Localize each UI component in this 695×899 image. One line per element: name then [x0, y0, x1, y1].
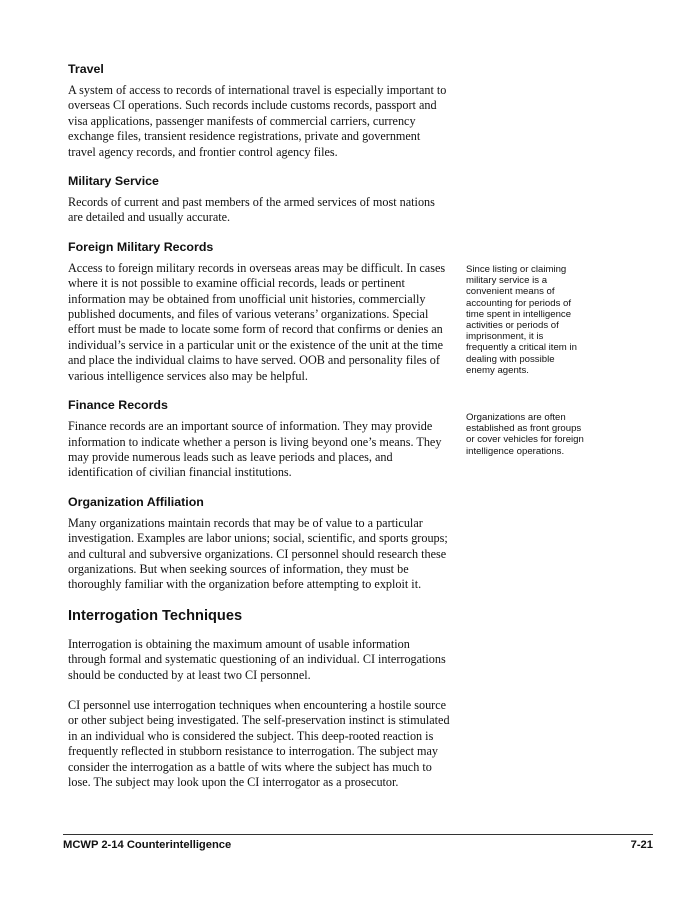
section-foreign-military-records	[68, 240, 450, 384]
chapter-heading: Interrogation Techniques	[68, 607, 243, 624]
section-heading: Military Service	[68, 174, 159, 189]
section-body: A system of access to records of international travel is especially important to overseas CI operations. Such records include customs records, passport and visa applications, passenger manifests of commercial carriers, currency exchange files, transient residence registrations, private and government travel agency records, and frontier control agency files.	[68, 83, 447, 159]
section-travel	[68, 62, 450, 160]
main-column	[68, 62, 450, 804]
interrogation-paragraph-2: CI personnel use interrogation techniques when encountering a hostile source or other subject being investigated. The self-preservation instinct is stimulated in an individual who is considered the subject. This deep-rooted reaction is frequently reflected in stubborn resistance to interrogation. The subject may consider the interrogation as a battle of wits where the subject has much to lose. The subject may look upon the CI interrogator as a prosecutor.	[68, 697, 450, 789]
section-body: Finance records are an important source of information. They may provide information to indicate whether a person is living beyond one’s means. They may provide numerous leads such as leave periods and places, and identification of civilian financial institutions.	[68, 419, 442, 480]
section-military-service	[68, 174, 450, 226]
footer-page-number: 7-21	[630, 839, 653, 851]
section-body: Access to foreign military records in overseas areas may be difficult. In cases where it is not possible to examine official records, leads or pertinent information may be obtained from unofficial unit histories, commercially published documents, and files of various veterans’ organizations. Special effort must be made to locate some form of record that confirms or denies an individual’s service in a particular unit or the existence of the unit at the time and place the individual claims to have served. OOB and personality files of various intelligence services also may be helpful.	[68, 260, 446, 383]
section-interrogation-techniques	[68, 607, 450, 791]
sidebar-note-military-service: Since listing or claiming military service is a convenient means of accounting for periods of time spent in intelligence activities or periods of imprisonment, it is frequently a critical item in dealing with possible enemy agents.	[466, 264, 577, 376]
footer-title: MCWP 2-14 Counterintelligence	[63, 839, 232, 851]
sidebar-note-organizations: Organizations are often established as front groups or cover vehicles for foreign intelligence operations.	[466, 412, 584, 457]
section-heading: Foreign Military Records	[68, 239, 214, 254]
footer-divider	[63, 834, 653, 835]
section-heading: Organization Affiliation	[68, 494, 204, 509]
interrogation-paragraph-1: Interrogation is obtaining the maximum amount of usable information through formal and systematic questioning of an individual. CI interrogations should be conducted by at least two CI personnel.	[68, 636, 446, 682]
section-finance-records	[68, 398, 450, 481]
section-heading: Travel	[68, 62, 104, 76]
section-heading: Finance Records	[68, 398, 168, 413]
section-organization-affiliation	[68, 495, 450, 593]
section-body: Many organizations maintain records that may be of value to a particular investigation. Examples are labor unions; social, scientific, and sports groups; and cultural and subversive organizations. CI personnel should research these organizations. But when seeking sources of information, they must be thoroughly familiar with the organization before attempting to exploit it.	[68, 515, 448, 592]
section-body: Records of current and past members of the armed services of most nations are detailed and usually accurate.	[68, 195, 435, 225]
